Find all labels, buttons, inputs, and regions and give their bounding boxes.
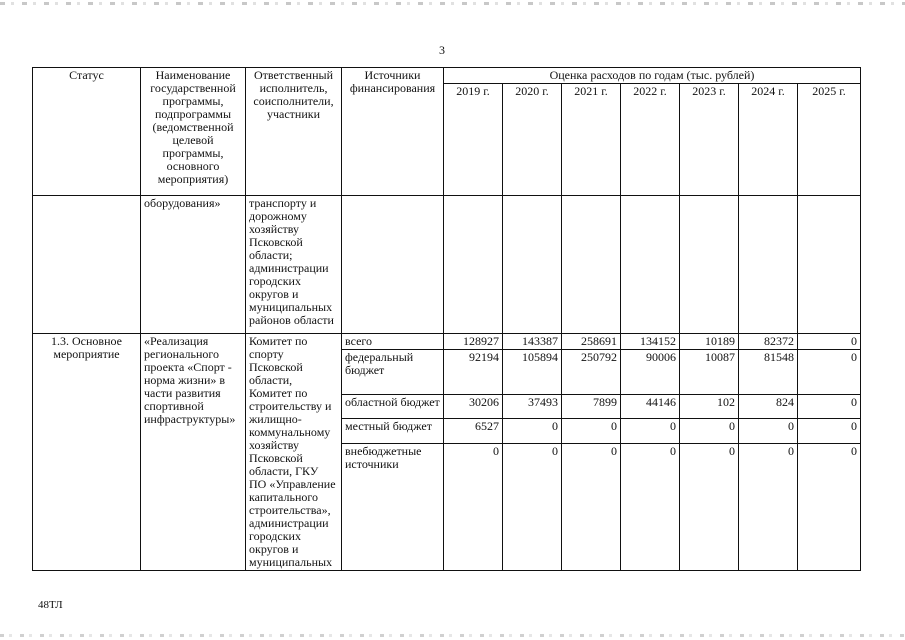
continuation-value: [739, 196, 798, 334]
continuation-value: [621, 196, 680, 334]
value-cell: 0: [680, 444, 739, 571]
value-cell: 10189: [680, 334, 739, 350]
continuation-value: [503, 196, 562, 334]
value-cell: 0: [798, 350, 861, 395]
measure-status: 1.3. Основное мероприятие: [33, 334, 141, 571]
value-cell: 0: [621, 419, 680, 444]
continuation-value: [444, 196, 503, 334]
table-row: [33, 334, 861, 350]
header-year: 2023 г.: [680, 84, 739, 196]
continuation-value: [562, 196, 621, 334]
continuation-value: [680, 196, 739, 334]
header-responsible: Ответственный исполнитель, соисполнители, участники: [246, 68, 342, 196]
value-cell: 0: [503, 444, 562, 571]
value-cell: 92194: [444, 350, 503, 395]
header-sources: Источники финансирования: [342, 68, 444, 196]
continuation-row: [33, 196, 861, 334]
header-row: [33, 68, 861, 84]
value-cell: 0: [798, 334, 861, 350]
value-cell: 134152: [621, 334, 680, 350]
value-cell: 0: [621, 444, 680, 571]
measure-responsible: Комитет по спорту Псковской области, Комитет по строительству и жилищно-коммунальному хозяйству Псковской области, ГКУ ПО «Управление капитального строительства», администрации городских округов и муниципальных: [246, 334, 342, 571]
value-cell: 105894: [503, 350, 562, 395]
continuation-status: [33, 196, 141, 334]
value-cell: 44146: [621, 394, 680, 419]
value-cell: 0: [798, 444, 861, 571]
value-cell: 250792: [562, 350, 621, 395]
scan-artifact-top: [0, 2, 905, 5]
header-year: 2019 г.: [444, 84, 503, 196]
header-estimate: Оценка расходов по годам (тыс. рублей): [444, 68, 861, 84]
value-cell: 81548: [739, 350, 798, 395]
value-cell: 102: [680, 394, 739, 419]
value-cell: 90006: [621, 350, 680, 395]
source-label: местный бюджет: [342, 419, 444, 444]
continuation-value: [798, 196, 861, 334]
value-cell: 0: [444, 444, 503, 571]
header-year: 2022 г.: [621, 84, 680, 196]
source-label: всего: [342, 334, 444, 350]
page-number: 3: [439, 43, 445, 57]
header-year: 2024 г.: [739, 84, 798, 196]
source-label: федеральный бюджет: [342, 350, 444, 395]
value-cell: 6527: [444, 419, 503, 444]
continuation-name: оборудования»: [141, 196, 246, 334]
value-cell: 0: [680, 419, 739, 444]
value-cell: 82372: [739, 334, 798, 350]
header-program-name: Наименование государственной программы, подпрограммы (ведомственной целевой программы, основного мероприятия): [141, 68, 246, 196]
source-label: внебюджетные источники: [342, 444, 444, 571]
value-cell: 30206: [444, 394, 503, 419]
source-label: областной бюджет: [342, 394, 444, 419]
continuation-source: [342, 196, 444, 334]
value-cell: 0: [739, 444, 798, 571]
scan-artifact-bottom: [0, 634, 905, 637]
header-status: Статус: [33, 68, 141, 196]
value-cell: 258691: [562, 334, 621, 350]
budget-table: [32, 67, 861, 571]
value-cell: 0: [562, 419, 621, 444]
value-cell: 824: [739, 394, 798, 419]
value-cell: 0: [503, 419, 562, 444]
value-cell: 143387: [503, 334, 562, 350]
value-cell: 0: [798, 394, 861, 419]
value-cell: 0: [798, 419, 861, 444]
value-cell: 37493: [503, 394, 562, 419]
header-year: 2021 г.: [562, 84, 621, 196]
header-year: 2025 г.: [798, 84, 861, 196]
footer-document-code: 48ТЛ: [38, 599, 63, 611]
value-cell: 128927: [444, 334, 503, 350]
value-cell: 7899: [562, 394, 621, 419]
value-cell: 10087: [680, 350, 739, 395]
value-cell: 0: [739, 419, 798, 444]
header-year: 2020 г.: [503, 84, 562, 196]
continuation-responsible: транспорту и дорожному хозяйству Псковской области; администрации городских округов и муниципальных районов области: [246, 196, 342, 334]
value-cell: 0: [562, 444, 621, 571]
measure-name: «Реализация регионального проекта «Спорт - норма жизни» в части развития спортивной инфраструктуры»: [141, 334, 246, 571]
